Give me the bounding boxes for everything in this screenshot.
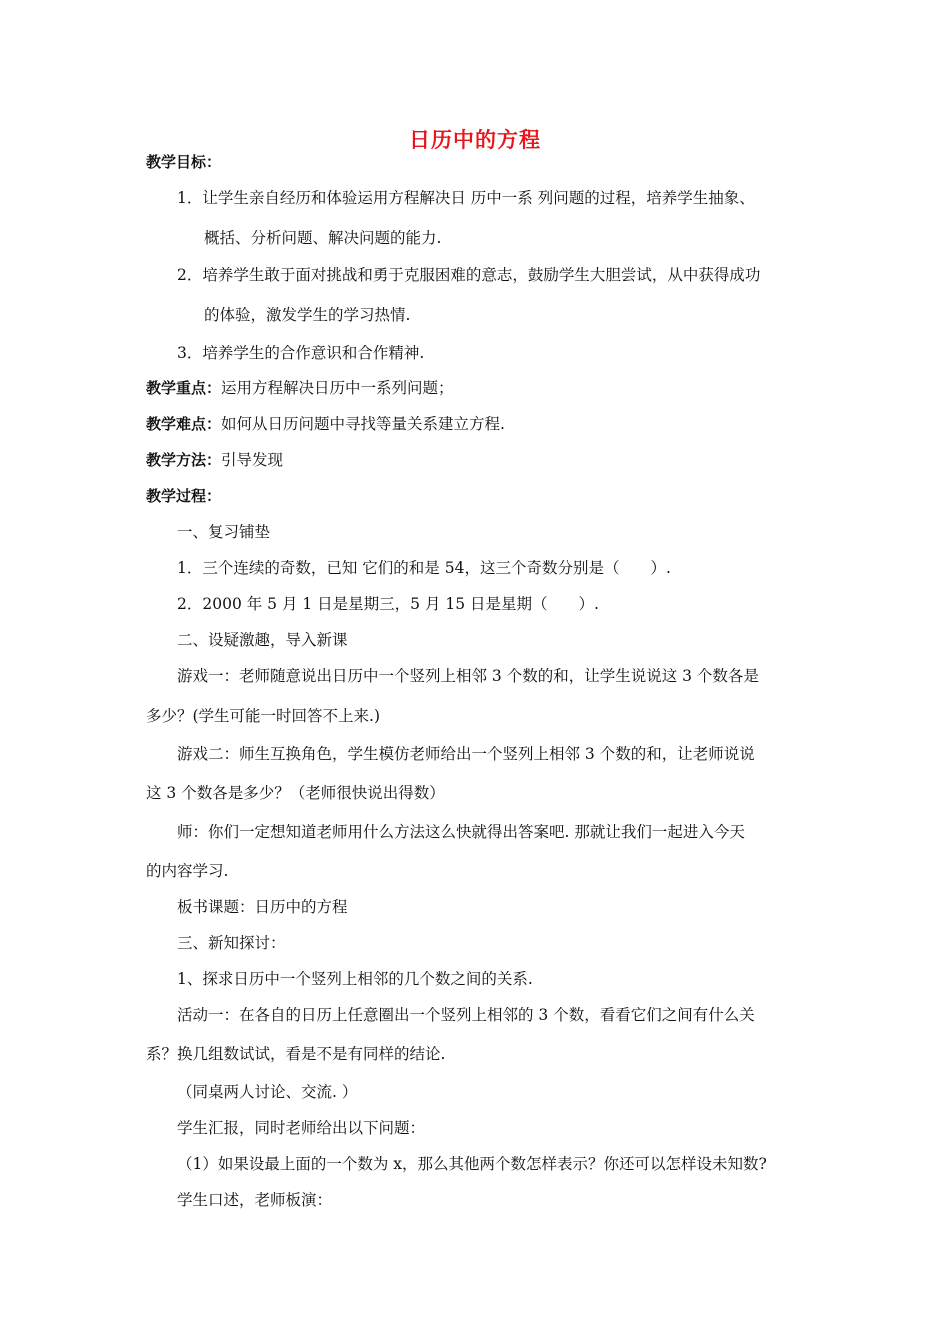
process-heading: 教学过程： xyxy=(146,487,222,505)
review-question-1: 1．三个连续的奇数，已知 它们的和是 54，这三个奇数分别是（ ）. xyxy=(177,559,671,577)
goal-1-line-1: 1．让学生亲自经历和体验运用方程解决日 历中一系 列问题的过程，培养学生抽象、 xyxy=(177,189,755,207)
section-1-title: 一、复习铺垫 xyxy=(177,523,271,541)
discussion-note: （同桌两人讨论、交流. ） xyxy=(177,1083,358,1101)
difficult-points-text: 如何从日历问题中寻找等量关系建立方程. xyxy=(221,415,505,433)
game-2-line-2: 这 3 个数各是多少？（老师很快说出得数） xyxy=(146,784,445,802)
key-points-text: 运用方程解决日历中一系列问题； xyxy=(221,379,454,397)
game-1-line-1: 游戏一：老师随意说出日历中一个竖列上相邻 3 个数的和，让学生说说这 3 个数各是 xyxy=(177,667,759,685)
board-demo: 学生口述，老师板演： xyxy=(177,1191,333,1209)
difficult-points xyxy=(146,414,505,434)
goal-1-line-2: 概括、分析问题、解决问题的能力. xyxy=(204,229,442,247)
goal-2-line-2: 的体验，激发学生的学习热情. xyxy=(204,306,411,324)
question-1: （1）如果设最上面的一个数为 x，那么其他两个数怎样表示？你还可以怎样设未知数? xyxy=(177,1155,767,1173)
teaching-method-heading: 教学方法： xyxy=(146,451,222,469)
teacher-line-1: 师：你们一定想知道老师用什么方法这么快就得出答案吧. 那就让我们一起进入今天 xyxy=(177,823,745,841)
board-title: 板书课题：日历中的方程 xyxy=(177,898,348,916)
difficult-points-heading: 教学难点： xyxy=(146,415,222,433)
teaching-method xyxy=(146,450,283,470)
goal-3: 3．培养学生的合作意识和合作精神. xyxy=(177,344,425,362)
explore-item-1: 1、探求日历中一个竖列上相邻的几个数之间的关系. xyxy=(177,970,533,988)
activity-1-line-1: 活动一：在各自的日历上任意圈出一个竖列上相邻的 3 个数，看看它们之间有什么关 xyxy=(177,1006,755,1024)
goals-heading: 教学目标： xyxy=(146,153,222,171)
section-2-title: 二、设疑激趣，导入新课 xyxy=(177,631,348,649)
game-1-line-2: 多少？(学生可能一时回答不上来.) xyxy=(146,707,381,725)
key-points xyxy=(146,378,454,398)
section-3-title: 三、新知探讨： xyxy=(177,934,286,952)
teacher-line-2: 的内容学习. xyxy=(146,862,229,880)
student-report: 学生汇报，同时老师给出以下问题： xyxy=(177,1119,426,1137)
key-points-heading: 教学重点： xyxy=(146,379,222,397)
goal-2-line-1: 2．培养学生敢于面对挑战和勇于克服困难的意志，鼓励学生大胆尝试，从中获得成功 xyxy=(177,266,761,284)
review-question-2: 2．2000 年 5 月 1 日是星期三，5 月 15 日是星期（ ）. xyxy=(177,595,599,613)
game-2-line-1: 游戏二：师生互换角色，学生模仿老师给出一个竖列上相邻 3 个数的和，让老师说说 xyxy=(177,745,755,763)
document-title: 日历中的方程 xyxy=(409,128,541,152)
activity-1-line-2: 系？换几组数试试，看是不是有同样的结论. xyxy=(146,1045,446,1063)
teaching-method-text: 引导发现 xyxy=(221,451,284,469)
